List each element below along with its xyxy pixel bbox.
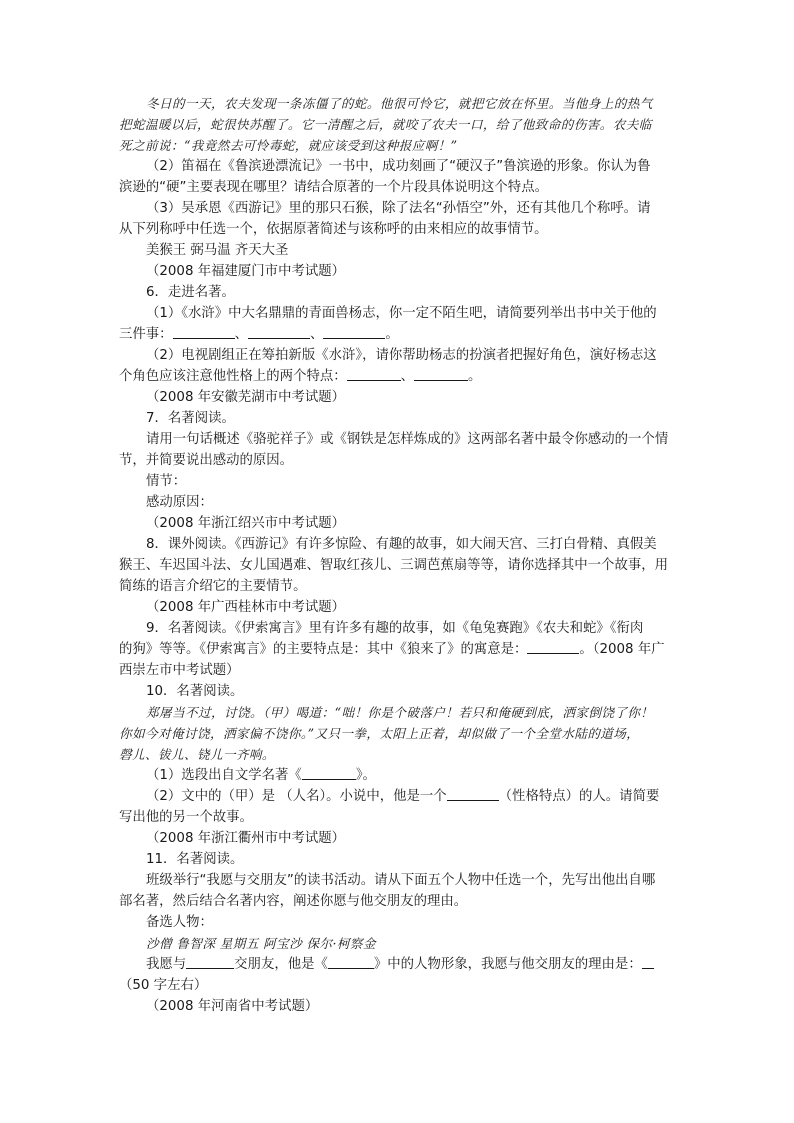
question-line	[119, 765, 679, 786]
answer-blank[interactable]	[186, 954, 234, 969]
question-line: （3）吴承恩《西游记》里的那只石猴，除了法名“孙悟空”外，还有其他几个称呼。请	[146, 201, 651, 216]
question-11	[119, 849, 679, 1017]
question-text: 三件事：	[119, 327, 173, 342]
source-note: （2008 年安徽芜湖市中考试题）	[146, 390, 346, 405]
candidates-list: 沙僧 鲁智深 星期五 阿宝沙 保尔·柯察金	[146, 936, 376, 951]
fable-passage	[119, 93, 679, 156]
answer-blank[interactable]	[302, 765, 356, 780]
answer-blank[interactable]	[642, 954, 654, 969]
answer-blank[interactable]	[447, 786, 499, 801]
word-limit-note: （50 字左右）	[119, 978, 208, 993]
source-note: （2008 年福建厦门市中考试题）	[146, 264, 346, 279]
question-text: 个角色应该注意他性格上的两个特点：	[119, 369, 347, 384]
question-line	[119, 324, 679, 345]
question-text: （2）文中的（甲）是 （人名）。小说中，他是一个	[146, 789, 447, 804]
question-line: 请用一句话概述《骆驼祥子》或《钢铁是怎样炼成的》这两部名著中最令你感动的一个情	[146, 432, 669, 447]
question-9	[119, 618, 679, 681]
question-3	[119, 198, 679, 282]
question-text: 我愿与	[146, 957, 187, 972]
question-text: 交朋友，他是《	[234, 957, 328, 972]
question-line: （1）《水浒》中大名鼎鼎的青面兽杨志，你一定不陌生吧，请简要列举出书中关于他的	[146, 306, 657, 321]
reason-label: 感动原因：	[146, 495, 213, 510]
passage-line: 你如今对俺讨饶，洒家偏不饶你。”又只一拳，太阳上正着，却似做了一个全堂水陆的道场，	[119, 726, 640, 741]
candidates-label: 备选人物：	[146, 915, 213, 930]
passage-line: 死之前说：“我竟然去可怜毒蛇，就应该受到这种报应啊！”	[119, 138, 458, 153]
source-note: （2008 年浙江衢州市中考试题）	[146, 831, 346, 846]
exam-page	[119, 93, 679, 1017]
question-line: 部名著，然后结合名著内容，阐述你愿与他交朋友的理由。	[119, 894, 468, 909]
question-title: 10．名著阅读。	[146, 684, 244, 699]
question-text: （1）选段出自文学名著《	[146, 768, 302, 783]
question-10	[119, 681, 679, 849]
separator: 、	[234, 327, 248, 342]
answer-blank[interactable]	[248, 324, 310, 339]
question-text: 》中的人物形象，我愿与他交朋友的理由是：	[373, 957, 642, 972]
question-line: 从下列称呼中任选一个，依据原著简述与该称呼的由来相应的故事情节。	[119, 222, 548, 237]
question-line: 班级举行“我愿与交朋友”的读书活动。请从下面五个人物中任选一个，先写出他出自哪	[146, 873, 656, 888]
answer-line	[119, 954, 679, 975]
source-note: （2008 年浙江绍兴市中考试题）	[146, 516, 346, 531]
question-text: 。（2008 年广	[579, 642, 665, 657]
period: 。	[385, 327, 399, 342]
passage-line: 冬日的一天，农夫发现一条冻僵了的蛇。他很可怜它，就把它放在怀里。当他身上的热气	[146, 96, 653, 111]
passage-line: 把蛇温暖以后，蛇很快苏醒了。它一清醒之后，就咬了农夫一口，给了他致命的伤害。农夫临	[119, 117, 652, 132]
question-line: 9．名著阅读。《伊索寓言》里有许多有趣的故事，如《龟兔赛跑》《农夫和蛇》《衔肉	[146, 621, 644, 636]
passage-line: 郑屠当不过，讨饶。（甲）喝道：“咄！你是个破落户！若只和俺硬到底，洒家倒饶了你！	[146, 705, 654, 720]
question-7	[119, 408, 679, 534]
answer-blank[interactable]	[347, 366, 401, 381]
question-title: 6．走进名著。	[146, 285, 235, 300]
question-text: 》。	[355, 768, 376, 783]
question-2	[119, 156, 679, 198]
question-6	[119, 282, 679, 408]
answer-blank[interactable]	[527, 639, 579, 654]
question-line: 简练的语言介绍它的主要情节。	[119, 579, 307, 594]
source-note: （2008 年河南省中考试题）	[146, 999, 319, 1014]
separator: 、	[400, 369, 415, 384]
question-line	[119, 639, 679, 660]
question-line: （2）笛福在《鲁滨逊漂流记》一书中，成功刻画了“硬汉子”鲁滨逊的形象。你认为鲁	[146, 159, 651, 174]
question-title: 7．名著阅读。	[146, 411, 235, 426]
answer-blank[interactable]	[323, 324, 385, 339]
answer-blank[interactable]	[414, 366, 468, 381]
answer-blank[interactable]	[173, 324, 235, 339]
plot-label: 情节：	[146, 474, 187, 489]
question-line: 滨逊的“硬”主要表现在哪里？请结合原著的一个片段具体说明这个特点。	[119, 180, 548, 195]
question-line: （2）电视剧组正在筹拍新版《水浒》，请你帮助杨志的扮演者把握好角色，演好杨志这	[146, 348, 657, 363]
source-note: （2008 年广西桂林市中考试题）	[146, 600, 346, 615]
question-text: （性格特点）的人。请简要	[498, 789, 660, 804]
question-text: 的狗》等等。《伊索寓言》的主要特点是：其中《狼来了》的寓意是：	[119, 642, 528, 657]
question-line	[119, 366, 679, 387]
passage-line: 磬儿、钹儿、铙儿一齐响。	[119, 747, 275, 762]
question-line	[119, 786, 679, 807]
question-line: 节，并简要说出感动的原因。	[119, 453, 294, 468]
nickname-options: 美猴王 弼马温 齐天大圣	[146, 243, 289, 258]
period: 。	[468, 369, 482, 384]
question-8	[119, 534, 679, 618]
question-line: 猴王、车迟国斗法、女儿国遇难、智取红孩儿、三调芭蕉扇等等，请你选择其中一个故事，用	[119, 558, 669, 573]
question-title: 11．名著阅读。	[146, 852, 244, 867]
question-line: 西崇左市中考试题）	[119, 663, 240, 678]
answer-blank[interactable]	[328, 954, 374, 969]
separator: 、	[309, 327, 324, 342]
question-line: 写出他的另一个故事。	[119, 810, 253, 825]
question-line: 8．课外阅读。《西游记》有许多惊险、有趣的故事，如大闹天宫、三打白骨精、真假美	[146, 537, 657, 552]
